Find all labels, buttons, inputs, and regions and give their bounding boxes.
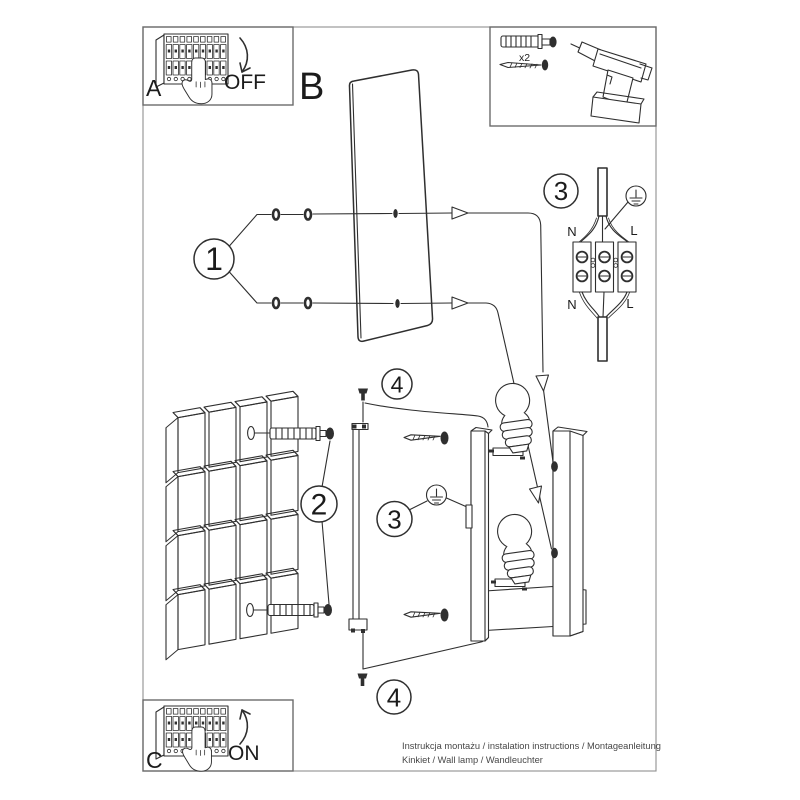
terminal-blocks	[573, 242, 636, 292]
wiring-diagram	[544, 168, 646, 361]
small-screw-top-icon	[358, 389, 368, 401]
arrow-right-bottom	[452, 297, 468, 309]
step-4-number-top: 4	[390, 371, 404, 398]
rail-screw-top	[404, 432, 449, 445]
lamp-left-board	[466, 428, 492, 642]
wall-group	[166, 390, 337, 659]
step-3-mid	[377, 485, 467, 537]
small-screw-bottom-icon	[358, 674, 368, 687]
panel-a-label: A	[146, 75, 162, 101]
plate-hole-bottom	[395, 299, 399, 308]
wall-anchor-top	[248, 427, 334, 441]
step-3-number-mid: 3	[387, 504, 402, 535]
footer	[402, 741, 661, 765]
step-4-bottom	[358, 632, 486, 714]
bulb-bottom	[491, 512, 539, 590]
step-3-number-wiring: 3	[553, 176, 569, 206]
footer-line2: Kinkiet / Wall lamp / Wandleuchter	[402, 755, 543, 765]
plate-hole-top	[393, 209, 397, 218]
step-4-top	[358, 369, 488, 427]
wire-clip	[466, 505, 472, 528]
tools-box	[490, 27, 656, 126]
keyhole-screw-top	[551, 461, 558, 471]
panel-c-power-on	[143, 700, 293, 773]
power-on-label: ON	[228, 742, 260, 765]
washer-icons	[273, 210, 311, 309]
step-4-number-bottom: 4	[386, 682, 402, 713]
wall-plug-icon	[501, 35, 557, 49]
keyhole-screw-bottom	[551, 548, 558, 558]
bulb-top	[489, 381, 537, 459]
mounting-rail	[349, 424, 368, 634]
lamp-right-board	[553, 427, 587, 636]
mounting-rail-group	[349, 369, 488, 714]
panel-c-label: C	[146, 747, 163, 773]
panel-b-label: B	[299, 66, 325, 108]
wall-lamp	[466, 381, 587, 641]
arrow-right-top	[452, 207, 468, 219]
ground-symbol-lamp	[427, 485, 447, 505]
step-2-number: 2	[310, 488, 328, 522]
power-off-label: OFF	[224, 71, 266, 94]
rail-screw-bottom	[404, 609, 449, 622]
ground-symbol-wiring	[626, 186, 646, 206]
curved-arrow-down-icon	[240, 38, 250, 72]
anchor-quantity-label: x2	[519, 52, 531, 64]
cable-top	[598, 168, 607, 216]
curved-arrow-up-icon	[240, 710, 250, 744]
wall-anchor-bottom	[247, 603, 332, 617]
back-plate-b	[299, 66, 433, 341]
terminal-n-bottom: N	[567, 297, 577, 312]
drill-icon	[571, 42, 652, 123]
panel-a-power-off	[143, 27, 293, 105]
terminal-n-top: N	[567, 224, 577, 239]
plate-outline	[349, 70, 432, 341]
cable-bottom	[598, 317, 607, 361]
footer-line1: Instrukcja montażu / instalation instructions / Montageanleitung	[402, 741, 661, 751]
terminal-l-bottom: L	[626, 296, 634, 311]
guide-arrowhead-top	[536, 375, 549, 391]
step-1-number: 1	[205, 241, 223, 277]
guide-arrowhead-bottom	[530, 486, 542, 503]
terminal-l-top: L	[630, 223, 638, 238]
